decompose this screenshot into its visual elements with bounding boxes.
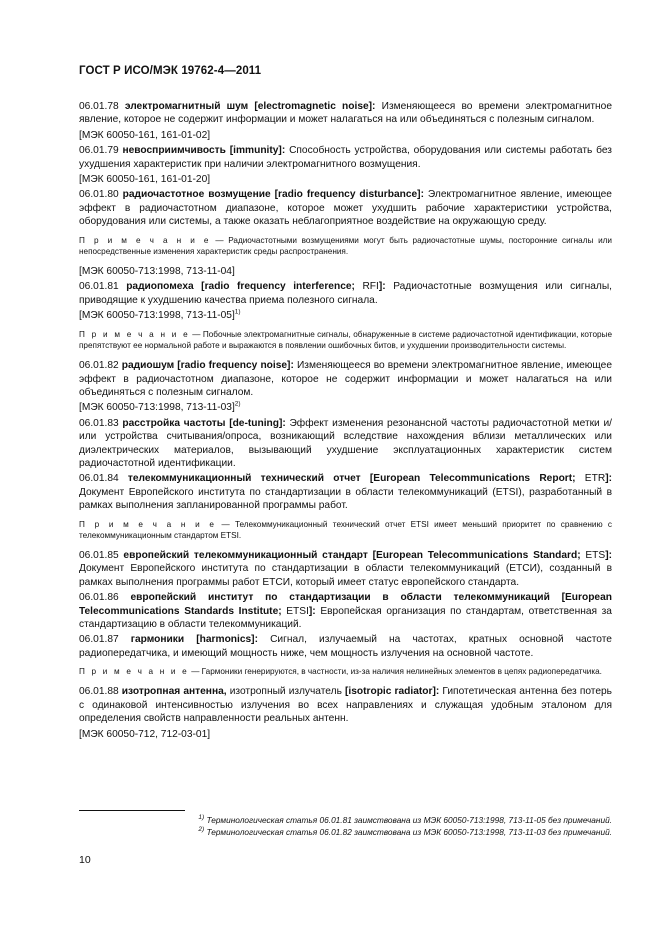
footnotes [79,815,612,838]
term-note: П р и м е ч а н и е — Гармоники генерируются, в частности, из-за наличия нелинейных элементов в цепях радиопередатчика. [79,667,602,677]
term-definition: Эффект изменения резонансной частоты радиочастотной метки и/или устройства считывания/опроса, возникающий вследствие нахождения вблизи металлических или диэлектрических материалов, вызывающий ухудшение эксплуатационных характеристик систем радиочастотной идентификации. [79,417,612,469]
term-entry: 06.01.83 расстройка частоты [de-tuning]: Эффект изменения резонансной частоты радиочастотной метки и/или устройства считывания/опроса, возникающий вследствие нахождения вблизи металлических или диэлектрических материалов, вызывающий ухудшение эксплуатационных характеристик систем радиочастотной идентификации. [79,417,612,469]
term-entry: 06.01.80 радиочастотное возмущение [radio frequency disturbance]: Электромагнитное явление, имеющее эффект в радиочастотном диапазоне, которое может ухудшить рабочие характеристики устройства, оборудования или системы, а также оказать неблагоприятное воздействие на окружающую среду. [79,189,612,228]
term-definition: Изменяющееся во времени электромагнитное явление, имеющее эффект в радиочастотном диапазоне, которое не содержит информации и может налагаться на или объединяться с полезным сигналом. [79,360,612,398]
term-name: европейский телекоммуникационный стандарт [European Telecommunications Standard; [123,549,581,561]
term-definition: Электромагнитное явление, имеющее эффект в радиочастотном диапазоне, которое может ухудшить рабочие характеристики устройства, оборудования или системы, а также оказать неблагоприятное воздействие на окружающую среду. [79,189,612,228]
term-entry: 06.01.88 изотропная антенна, изотропный излучатель [isotropic radiator]: Гипотетическая антенна без потерь с одинаковой интенсивностью излучения во всех направлениях и служащая удобным эталоном для определения свойств направленности реальных антенн. [79,686,612,725]
term-source: [МЭК 60050-713:1998, 713-11-03]$^{2)}$ [79,400,241,414]
term-entry: 06.01.84 телекоммуникационный технический отчет [European Telecommunications Report; ETR]: Документ Европейского института по стандартизации в области телекоммуникаций (ETSI), разработанный в рамках выполнения запланированной программы работ. [79,473,612,512]
term-entry: 06.01.78 электромагнитный шум [electromagnetic noise]: Изменяющееся во времени электромагнитное явление, которое не содержит информации и может налагаться на или объединяться с полезным сигналом. [79,101,612,126]
term-name: расстройка частоты [de-tuning]: [122,417,286,429]
term-definition: Европейская организация по стандартам, ответственная за стандартизацию в области телекоммуникаций. [79,605,612,630]
term-name: гармоники [harmonics]: [130,634,258,646]
footnote-ref: 2) [234,400,241,408]
term-note: П р и м е ч а н и е — Радиочастотными возмущениями могут быть радиочастотные шумы, посторонние сигналы или непосредственные изменения характеристик среды распространения. [79,235,612,256]
term-name: изотропная антенна, [121,686,227,698]
term-name: европейский институт по стандартизации в области телекоммуникаций [European Telecommunications Standards Institute; [79,592,612,617]
term-entry: 06.01.81 радиопомеха [radio frequency interference; RFI]: Радиочастотные возмущения или сигналы, приводящие к ухудшению качества приема полезного сигнала. [79,281,612,306]
footnote-divider [79,810,185,811]
term-definition: Документ Европейского института по стандартизации в области телекоммуникаций (ETSI), разработанный в рамках выполнения запланированной программы работ. [79,486,612,512]
term-definition: Сигнал, излучаемый на частотах, кратных основной частоте радиопередатчика, и имеющий мощность ниже, чем мощность излучения на основной частоте. [79,634,612,659]
term-entry: 06.01.87 гармоники [harmonics]: Сигнал, излучаемый на частотах, кратных основной частоте радиопередатчика, и имеющий мощность ниже, чем мощность излучения на основной частоте. [79,634,612,659]
term-note: П р и м е ч а н и е — Побочные электромагнитные сигналы, обнаруженные в системе радиочастотной идентификации, которые препятствуют ее нормальной работе и выражаются в появлении ошибочных битов, и ухудшении производительности системы. [79,329,612,350]
footnote: $^{1)}$ Терминологическая статья 06.01.81 заимствована из МЭК 60050-713:1998, 713-11-05 без примечаний. [198,814,612,825]
term-definition: Изменяющееся во времени электромагнитное явление, которое не содержит информации и может налагаться на или объединяться с полезным сигналом. [79,101,612,126]
term-name: радиопомеха [radio frequency interference; [126,281,355,293]
term-name: радиочастотное возмущение [radio frequency disturbance]: [122,189,424,201]
term-note: П р и м е ч а н и е — Телекоммуникационный технический отчет ETSI имеет меньший приоритет по сравнению с телекоммуникационным стандартом ETSI. [79,519,613,540]
term-entry: 06.01.86 европейский институт по стандартизации в области телекоммуникаций [European Telecommunications Standards Institute; ETSI]: Европейская организация по стандартам, ответственная за стандартизацию в области телекоммуникаций. [79,592,612,630]
term-name: телекоммуникационный технический отчет [European Telecommunications Report; [127,473,576,485]
term-definition: Способность устройства, оборудования или системы работать без ухудшения характеристик при наличии электромагнитного возмущения. [79,145,612,170]
term-source: [МЭК 60050-161, 161-01-20] [79,174,211,186]
term-entry: 06.01.79 невосприимчивость [immunity]: Способность устройства, оборудования или системы работать без ухудшения характеристик при наличии электромагнитного возмущения. [79,145,612,170]
term-source: [МЭК 60050-713:1998, 713-11-04] [79,266,235,278]
term-source: [МЭК 60050-161, 161-01-02] [79,129,211,141]
page-number: 10 [79,854,91,866]
term-source: [МЭК 60050-712, 712-03-01] [79,728,211,740]
term-name: электромагнитный шум [electromagnetic noise]: [124,101,376,112]
term-definition: Радиочастотные возмущения или сигналы, приводящие к ухудшению качества приема полезного сигнала. [79,281,612,306]
term-entry: 06.01.85 европейский телекоммуникационный стандарт [European Telecommunications Standard; ETS]: Документ Европейского института по стандартизации в области телекоммуникаций (ЕТСИ), созданный в рамках выполнения программы работ ЕТСИ, который имеет статус европейского стандарта. [79,549,612,588]
term-name: невосприимчивость [immunity]: [122,145,286,157]
footnote: $^{2)}$ Терминологическая статья 06.01.82 заимствована из МЭК 60050-713:1998, 713-11-03 без примечаний. [198,825,612,837]
term-source: [МЭК 60050-713:1998, 713-11-05]$^{1)}$ [79,308,241,322]
term-name: радиошум [radio frequency noise]: [121,360,294,372]
document-body [79,100,612,743]
term-definition: Документ Европейского института по стандартизации в области телекоммуникаций (ЕТСИ), созданный в рамках выполнения программы работ ЕТСИ, который имеет статус европейского стандарта. [79,563,612,588]
footnote-ref: 1) [234,308,241,316]
document-header: ГОСТ Р ИСО/МЭК 19762-4—2011 [79,65,262,77]
term-entry: 06.01.82 радиошум [radio frequency noise]: Изменяющееся во времени электромагнитное явление, имеющее эффект в радиочастотном диапазоне, которое не содержит информации и может налагаться на или объединяться с полезным сигналом. [79,360,612,398]
term-definition: Гипотетическая антенна без потерь с одинаковой интенсивностью излучения во всех направлениях и служащая удобным эталоном для определения свойств направленности реальных антенн. [79,686,612,725]
